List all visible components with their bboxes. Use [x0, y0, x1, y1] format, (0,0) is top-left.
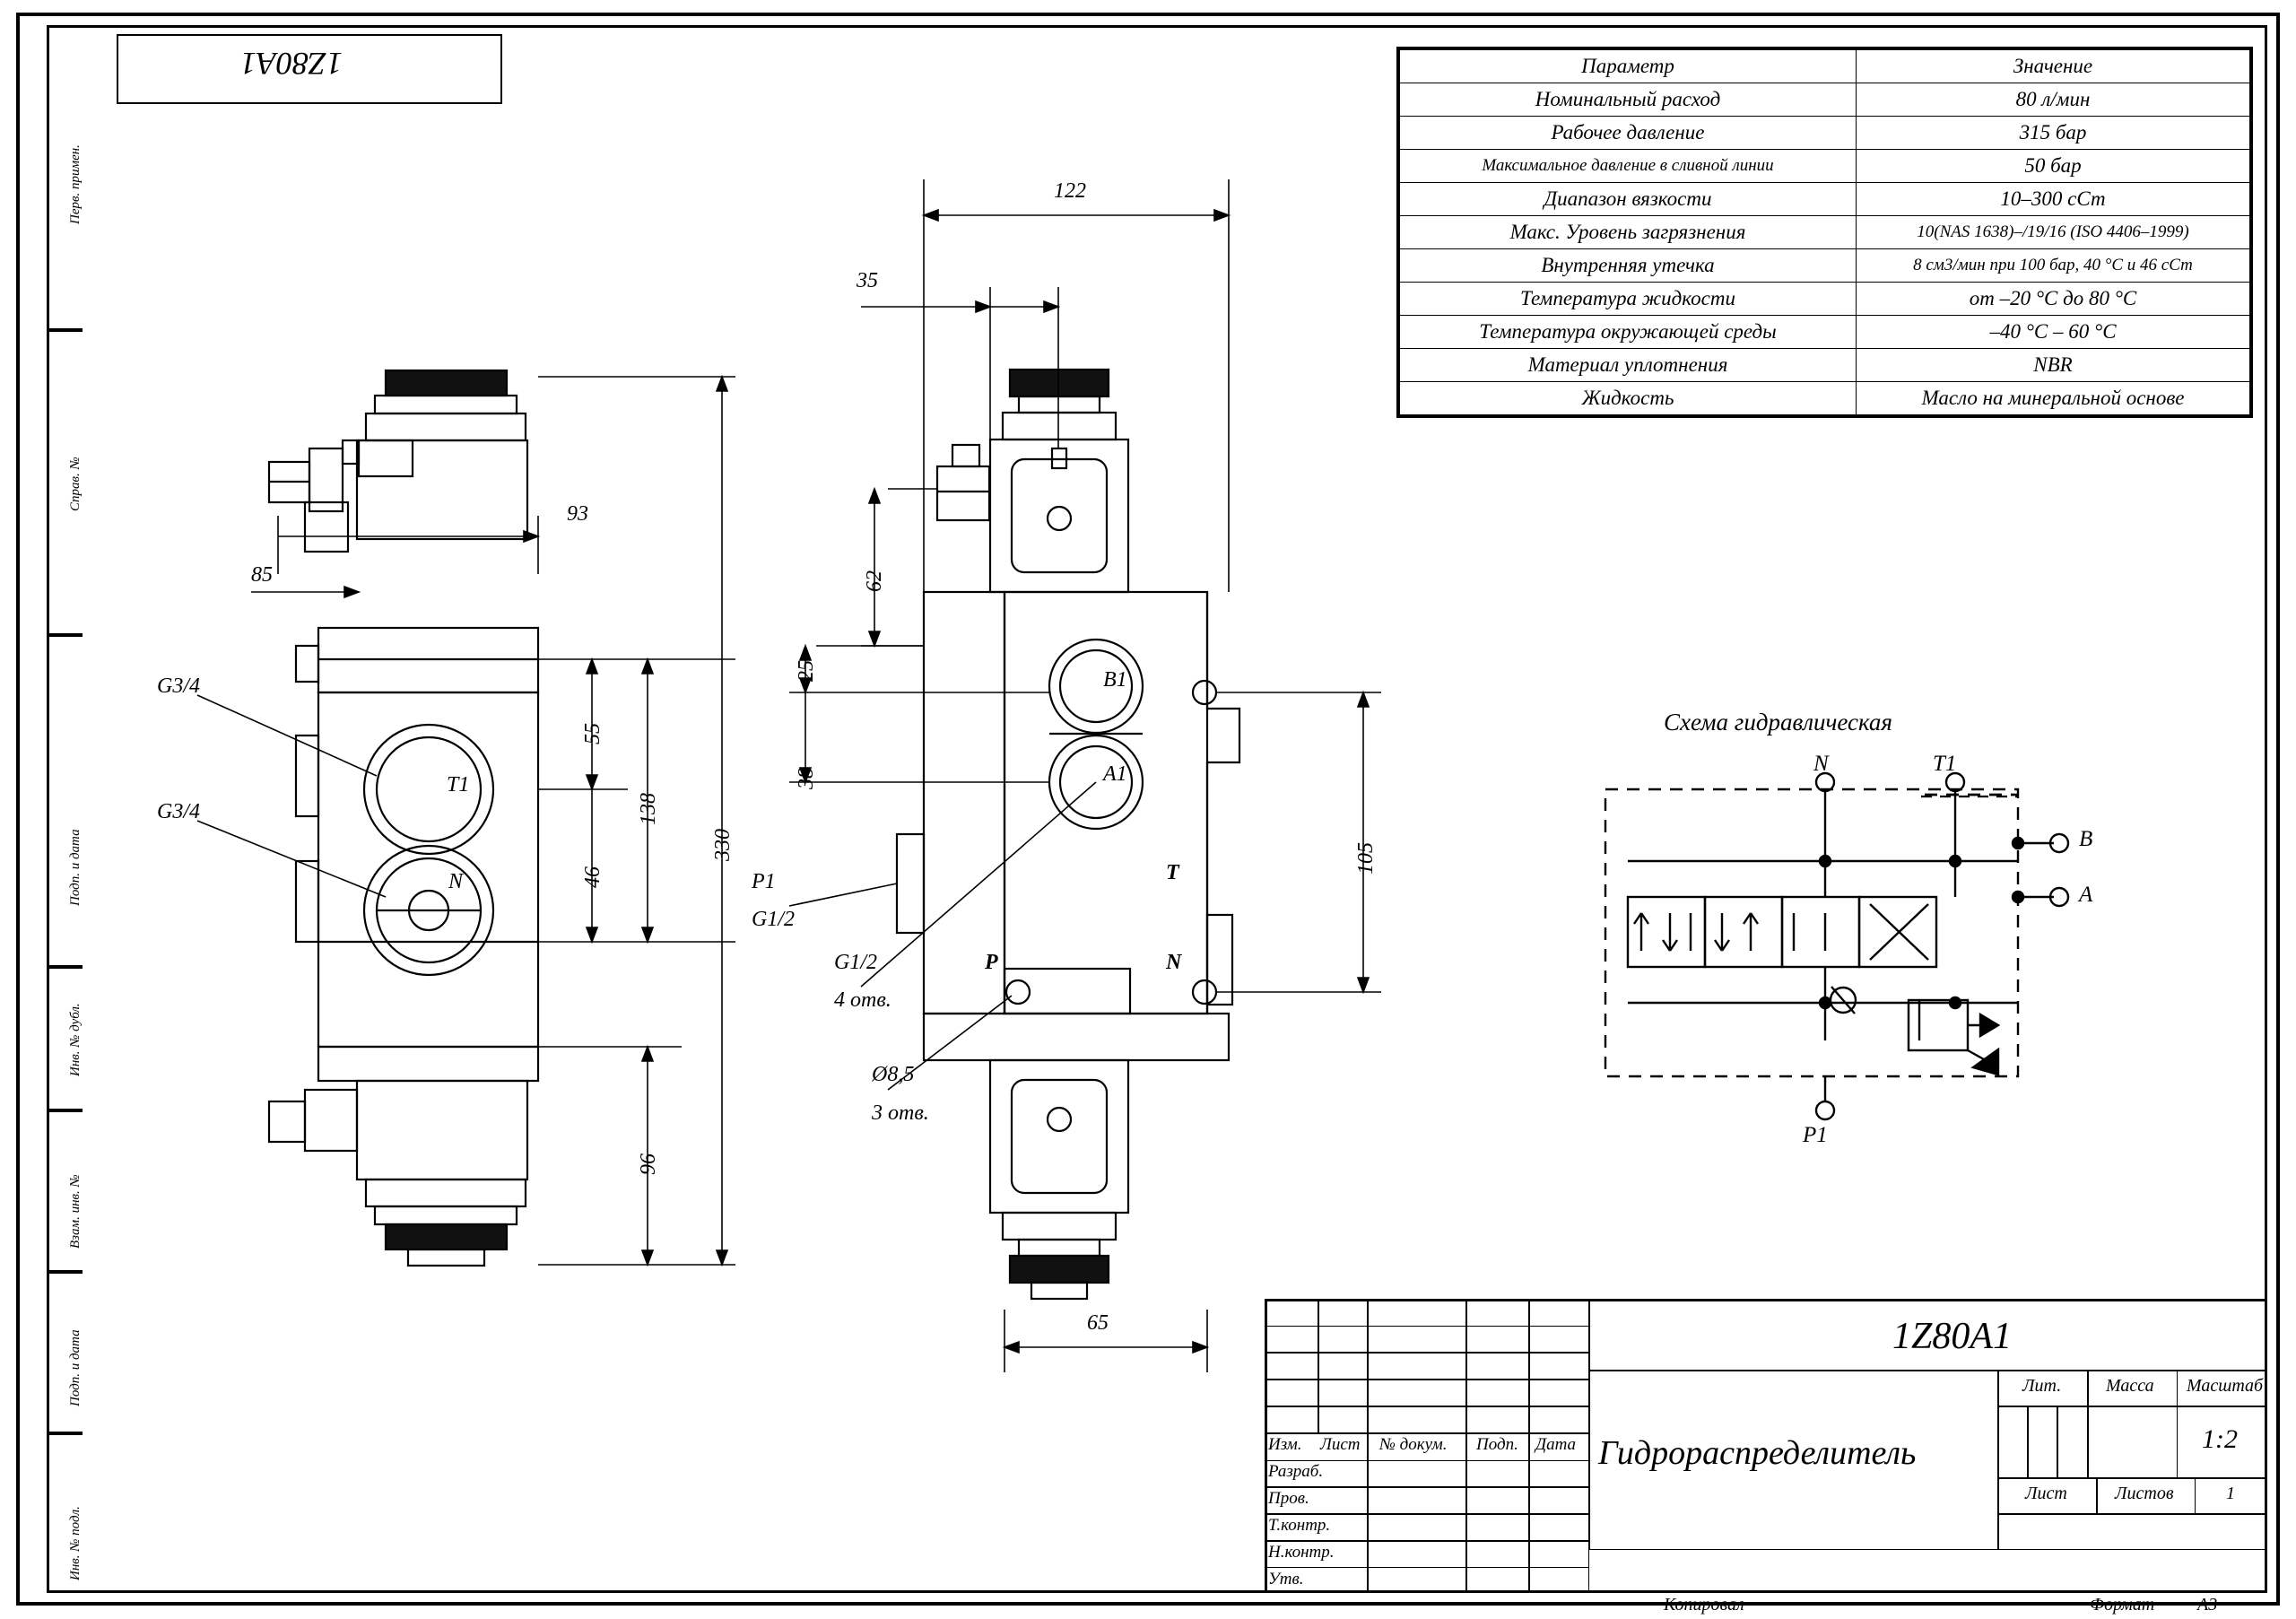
lit-cell: [1998, 1406, 2028, 1478]
param-value: 10(NAS 1638)–/19/16 (ISO 4406–1999): [1857, 216, 2250, 249]
scheme-port-p1: P1: [1803, 1123, 1828, 1147]
scheme-port-a: A: [2079, 883, 2093, 907]
param-value: 80 л/мин: [1857, 83, 2250, 117]
dim-93: 93: [567, 502, 588, 526]
product-name-text: Гидрораспределитель: [1598, 1434, 1917, 1472]
param-name: Диапазон вязкости: [1400, 183, 1857, 216]
dim-46: 46: [581, 866, 604, 888]
role-utv: Утв.: [1268, 1570, 1304, 1589]
left-margin-label: Инв. № дубл.: [68, 1003, 83, 1076]
left-margin-label: Подп. и дата: [68, 1329, 83, 1406]
param-name: Материал уплотнения: [1400, 349, 1857, 382]
port-label-p: P: [985, 951, 998, 974]
param-name: Внутренняя утечка: [1400, 249, 1857, 283]
dim-55: 55: [581, 723, 604, 744]
col-podp: Подп.: [1476, 1435, 1518, 1454]
col-izm: Изм.: [1268, 1435, 1302, 1454]
dim-35: 35: [857, 269, 878, 292]
sheets-label: Листов: [2115, 1484, 2174, 1503]
revision-row: [1265, 1353, 1589, 1380]
col-doc: № докум.: [1379, 1435, 1448, 1454]
param-value: 50 бар: [1857, 150, 2250, 183]
left-margin-label: Справ. №: [68, 457, 83, 511]
param-name: Макс. Уровень загрязнения: [1400, 216, 1857, 249]
lit-cell: [2028, 1406, 2057, 1478]
revision-row: [1265, 1380, 1589, 1406]
left-margin-label: Инв. № подл.: [68, 1506, 83, 1580]
scale-value: 1:2: [2202, 1424, 2238, 1454]
param-value: 315 бар: [1857, 117, 2250, 150]
role-prov: Пров.: [1268, 1489, 1309, 1508]
role-razrab: Разраб.: [1268, 1462, 1324, 1481]
note-4-holes: 4 отв.: [834, 988, 891, 1012]
param-value: Масло на минеральной основе: [1857, 382, 2250, 415]
sheet-label: Лист: [2025, 1484, 2067, 1503]
sheets-value: 1: [2226, 1484, 2235, 1503]
param-name: Максимальное давление в сливной линии: [1400, 150, 1857, 183]
param-value: –40 °С – 60 °С: [1857, 316, 2250, 349]
thread-label-g34-top: G3/4: [157, 675, 200, 698]
mass-label: Масса: [2106, 1376, 2154, 1396]
role-tkontr: Т.контр.: [1268, 1516, 1331, 1535]
note-diameter-85: Ø8,5: [872, 1063, 915, 1086]
dim-105: 105: [1354, 842, 1378, 875]
format-label: Формат: [2090, 1595, 2155, 1615]
col-data: Дата: [1535, 1435, 1577, 1454]
roles-row: [1265, 1487, 1589, 1514]
dim-62: 62: [863, 570, 886, 592]
left-margin-label: Подп. и дата: [68, 829, 83, 906]
dim-85: 85: [251, 563, 273, 587]
param-name: Рабочее давление: [1400, 117, 1857, 150]
scale-header-label: Масштаб: [2187, 1376, 2264, 1396]
col-list: Лист: [1320, 1435, 1361, 1454]
param-name: Жидкость: [1400, 382, 1857, 415]
mass-cell: [2088, 1406, 2178, 1478]
dim-38: 38: [795, 768, 818, 789]
port-label-n: N: [448, 870, 464, 893]
param-value: NBR: [1857, 349, 2250, 382]
param-value: 8 см3/мин при 100 бар, 40 °С и 46 сСт: [1857, 249, 2250, 283]
role-nkontr: Н.контр.: [1268, 1543, 1335, 1562]
note-g12-1: G1/2: [752, 908, 795, 931]
scheme-title: Схема гидравлическая: [1664, 709, 1892, 736]
left-margin-label: Перв. примен.: [68, 144, 83, 224]
note-3-holes: 3 отв.: [872, 1101, 929, 1125]
param-name: Температура жидкости: [1400, 283, 1857, 316]
param-value: 10–300 сСт: [1857, 183, 2250, 216]
sheet-blank-row: [1998, 1514, 2267, 1550]
note-g12-2: G1/2: [834, 951, 877, 974]
param-name: Температура окружающей среды: [1400, 316, 1857, 349]
scheme-port-t1: T1: [1933, 752, 1957, 776]
dim-330: 330: [711, 829, 735, 861]
port-label-b1: B1: [1103, 668, 1127, 692]
header-parameter: Параметр: [1400, 50, 1857, 83]
port-label-t1: T1: [447, 773, 470, 796]
title-block: [1265, 1299, 2267, 1593]
param-value: от –20 °С до 80 °С: [1857, 283, 2250, 316]
dim-25: 25: [795, 660, 818, 682]
revision-row: [1265, 1406, 1589, 1433]
port-label-n: N: [1166, 951, 1182, 974]
header-value: Значение: [1857, 50, 2250, 83]
inverted-partnumber-label: 1Z80A1: [240, 46, 344, 82]
dim-138: 138: [637, 793, 660, 825]
partnumber-text: 1Z80A1: [1892, 1316, 2013, 1357]
scheme-port-n: N: [1813, 752, 1829, 776]
note-p1: P1: [752, 870, 776, 893]
scheme-port-b: B: [2079, 827, 2093, 851]
param-name: Номинальный расход: [1400, 83, 1857, 117]
dim-96: 96: [637, 1153, 660, 1175]
copied-label: Копировал: [1664, 1595, 1744, 1615]
thread-label-g34-bottom: G3/4: [157, 800, 200, 823]
lit-label: Лит.: [2022, 1376, 2062, 1396]
left-margin-label: Взам. инв. №: [68, 1174, 83, 1249]
format-value: А3: [2197, 1595, 2218, 1615]
dim-122: 122: [1054, 179, 1086, 203]
dim-65: 65: [1087, 1311, 1109, 1335]
lit-cell: [2057, 1406, 2088, 1478]
port-label-a1: A1: [1103, 762, 1127, 786]
port-label-t: T: [1166, 861, 1179, 884]
revision-row: [1265, 1326, 1589, 1353]
